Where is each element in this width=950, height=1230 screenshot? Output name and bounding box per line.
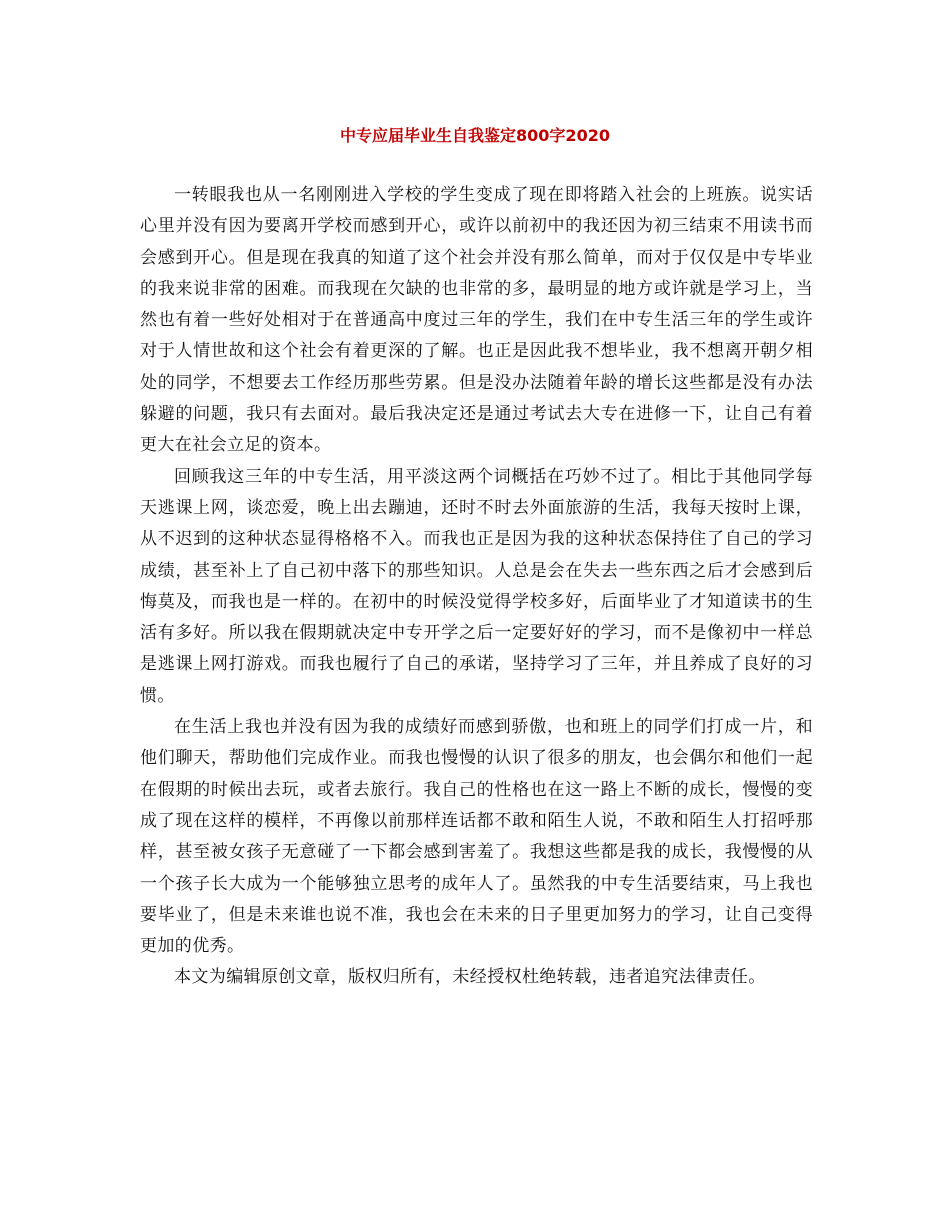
document-title: 中专应届毕业生自我鉴定800字2020 bbox=[340, 126, 610, 145]
paragraph-2: 回顾我这三年的中专生活，用平淡这两个词概括在巧妙不过了。相比于其他同学每天逃课上网，谈恋爱，晚上出去蹦迪，还时不时去外面旅游的生活，我每天按时上课，从不迟到的这种状态显得格格不入。而我也正是因为我的这种状态保持住了自己的学习成绩，甚至补上了自己初中落下的那些知识。人总是会在失去一些东西之后才会感到后悔莫及，而我也是一样的。在初中的时候没觉得学校多好，后面毕业了才知道读书的生活有多好。所以我在假期就决定中专开学之后一定要好好的学习，而不是像初中一样总是逃课上网打游戏。而我也履行了自己的承诺，坚持学习了三年，并且养成了良好的习惯。 bbox=[140, 466, 813, 706]
copyright-notice: 本文为编辑原创文章，版权归所有，未经授权杜绝转载，违者追究法律责任。 bbox=[174, 967, 766, 988]
paragraph-1: 一转眼我也从一名刚刚进入学校的学生变成了现在即将踏入社会的上班族。说实话心里并没有因为要离开学校而感到开心，或许以前初中的我还因为初三结束不用读书而会感到开心。但是现在我真的知道了这个社会并没有那么简单，而对于仅仅是中专毕业的我来说非常的困难。而我现在欠缺的也非常的多，最明显的地方或许就是学习上，当然也有着一些好处相对于在普通高中度过三年的学生，我们在中专生活三年的学生或许对于人情世故和这个社会有着更深的了解。也正是因此我不想毕业，我不想离开朝夕相处的同学，不想要去工作经历那些劳累。但是没办法随着年龄的增长这些都是没有办法躲避的问题，我只有去面对。最后我决定还是通过考试去大专在进修一下，让自己有着更大在社会立足的资本。 bbox=[140, 185, 813, 456]
document-body bbox=[140, 180, 813, 994]
paragraph-3: 在生活上我也并没有因为我的成绩好而感到骄傲，也和班上的同学们打成一片，和他们聊天，帮助他们完成作业。而我也慢慢的认识了很多的朋友，也会偶尔和他们一起在假期的时候出去玩，或者去旅行。我自己的性格也在这一路上不断的成长，慢慢的变成了现在这样的模样，不再像以前那样连话都不敢和陌生人说，不敢和陌生人打招呼那样，甚至被女孩子无意碰了一下都会感到害羞了。我想这些都是我的成长，我慢慢的从一个孩子长大成为一个能够独立思考的成年人了。虽然我的中专生活要结束，马上我也要毕业了，但是未来谁也说不准，我也会在未来的日子里更加努力的学习，让自己变得更加的优秀。 bbox=[140, 717, 813, 957]
